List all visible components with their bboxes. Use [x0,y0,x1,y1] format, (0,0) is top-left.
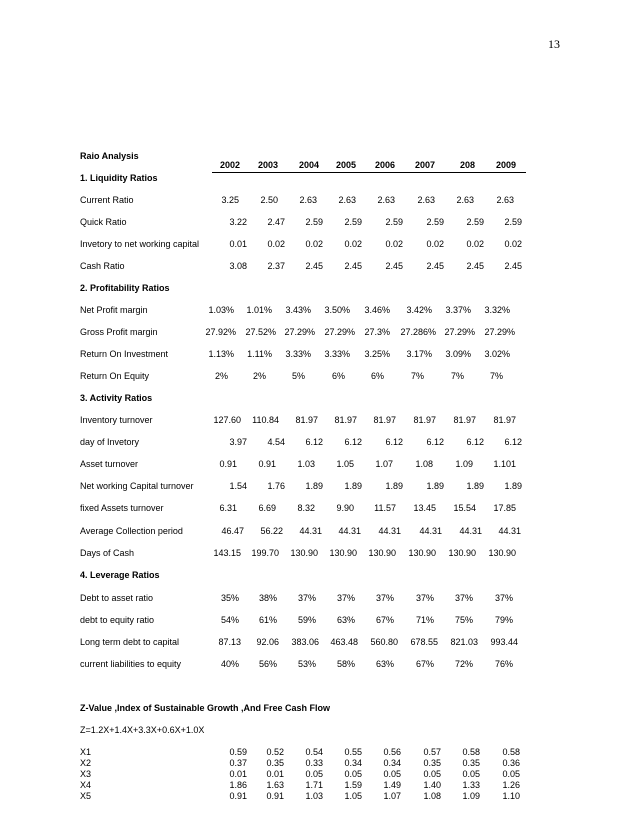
row-label: Asset turnover [80,459,139,469]
cell: 2.59 [466,217,484,227]
cell: 2.45 [504,261,522,271]
cell: 0.05 [462,769,480,779]
cell: 6.12 [426,437,444,447]
cell: 3.37% [445,305,471,315]
cell: 130.90 [368,548,396,558]
cell: 1.59 [344,780,362,790]
cell: 0.91 [219,459,237,469]
cell: 1.33 [462,780,480,790]
cell: 7% [450,371,464,381]
row-label: day of Invetory [80,437,140,447]
cell: 110.84 [252,415,279,425]
cell: 1.86 [229,780,247,790]
cell: 76% [494,659,513,669]
cell: 2.45 [385,261,403,271]
cell: 0.56 [383,747,401,757]
cell: 2.37 [267,261,285,271]
cell: 0.02 [385,239,403,249]
cell: 27.29% [444,327,475,337]
cell: 2.63 [417,195,435,205]
cell: 38% [258,593,277,603]
cell: 0.55 [344,747,362,757]
cell: 560.80 [370,637,398,647]
cell: 3.46% [364,305,390,315]
cell: 3.33% [324,349,350,359]
cell: 44.31 [299,526,322,536]
cell: 2% [252,371,266,381]
cell: 27.52% [245,327,276,337]
cell: 1.54 [229,481,247,491]
cell: 130.90 [329,548,357,558]
section-title-liquidity: 1. Liquidity Ratios [80,173,158,183]
cell: 2.59 [426,217,444,227]
cell: 0.05 [502,769,520,779]
row-label: Average Collection period [80,526,183,536]
cell: 44.31 [498,526,521,536]
cell: 27.29% [284,327,315,337]
cell: 27.286% [400,327,436,337]
cell: 1.10 [502,791,520,801]
cell: 67% [375,615,394,625]
cell: 37% [494,593,513,603]
cell: 0.01 [229,769,247,779]
cell: 0.01 [266,769,284,779]
zvalue-title: Z-Value ,Index of Sustainable Growth ,And Free Cash Flow [80,703,331,713]
cell: 0.58 [462,747,480,757]
cell: 81.97 [493,415,516,425]
cell: 6.69 [258,503,276,513]
page-number: 13 [548,37,560,51]
row-label: Debt to asset ratio [80,593,154,603]
cell: 81.97 [334,415,357,425]
cell: 0.02 [267,239,285,249]
cell: 7% [489,371,503,381]
cell: 87.13 [218,637,241,647]
cell: 35% [220,593,239,603]
cell: 81.97 [373,415,396,425]
cell: 0.05 [305,769,323,779]
cell: 9.90 [336,503,354,513]
cell: 27.3% [364,327,390,337]
cell: 0.35 [266,758,284,768]
row-label: Return On Equity [80,371,150,381]
cell: 130.90 [408,548,436,558]
cell: 1.05 [336,459,354,469]
cell: 0.58 [502,747,520,757]
cell: 0.02 [466,239,484,249]
cell: 75% [454,615,473,625]
row-label: Cash Ratio [80,261,125,271]
year-header: 2009 [495,160,516,170]
year-header: 2004 [298,160,319,170]
cell: 1.03% [208,305,234,315]
cell: 1.03 [297,459,315,469]
cell: 7% [410,371,424,381]
cell: 127.60 [213,415,241,425]
cell: 0.36 [502,758,520,768]
cell: 37% [415,593,434,603]
cell: 0.05 [423,769,441,779]
cell: 2.63 [456,195,474,205]
cell: 0.34 [383,758,401,768]
cell: 0.35 [423,758,441,768]
cell: 0.05 [383,769,401,779]
cell: 67% [415,659,434,669]
cell: 54% [220,615,239,625]
row-label: Gross Profit margin [80,327,158,337]
cell: 11.57 [374,503,396,513]
cell: 0.02 [305,239,323,249]
row-label: Long term debt to capital [80,637,180,647]
cell: 0.37 [229,758,247,768]
year-header: 208 [459,160,475,170]
cell: 678.55 [410,637,438,647]
cell: 44.31 [378,526,401,536]
cell: 27.29% [484,327,515,337]
cell: 2.59 [305,217,323,227]
cell: 6.31 [219,503,237,513]
cell: 1.89 [426,481,444,491]
cell: 1.49 [383,780,401,790]
row-label: Inventory turnover [80,415,153,425]
cell: 92.06 [256,637,279,647]
cell: 2.63 [496,195,514,205]
cell: 81.97 [295,415,318,425]
cell: 1.89 [466,481,484,491]
cell: 2.47 [267,217,285,227]
year-header: 2003 [257,160,278,170]
cell: 4.54 [267,437,285,447]
cell: 993.44 [490,637,518,647]
cell: 15.54 [453,503,476,513]
cell: 6% [331,371,345,381]
cell: 44.31 [419,526,442,536]
cell: 6.12 [305,437,323,447]
cell: 1.09 [455,459,473,469]
cell: 2.63 [338,195,356,205]
cell: 1.13% [208,349,234,359]
cell: 1.05 [344,791,362,801]
row-label: Days of Cash [80,548,135,558]
cell: 0.05 [344,769,362,779]
cell: 3.25% [364,349,390,359]
section-title-leverage: 4. Leverage Ratios [80,570,160,580]
cell: 8.32 [297,503,315,513]
cell: 3.25 [221,195,239,205]
cell: 27.92% [205,327,236,337]
year-header: 2006 [374,160,395,170]
cell: 56% [258,659,277,669]
cell: 3.17% [406,349,432,359]
cell: 2.59 [504,217,522,227]
cell: 130.90 [290,548,318,558]
zvalue-row-label: X1 [80,747,92,757]
cell: 37% [336,593,355,603]
cell: 6.12 [385,437,403,447]
cell: 3.97 [229,437,247,447]
cell: 63% [336,615,355,625]
cell: 383.06 [291,637,319,647]
cell: 1.03 [305,791,323,801]
cell: 63% [375,659,394,669]
cell: 2.59 [344,217,362,227]
cell: 2.50 [260,195,278,205]
cell: 1.07 [383,791,401,801]
cell: 81.97 [453,415,476,425]
cell: 5% [291,371,305,381]
cell: 0.91 [229,791,247,801]
cell: 0.34 [344,758,362,768]
cell: 3.32% [484,305,510,315]
cell: 1.07 [375,459,393,469]
year-header: 2007 [414,160,435,170]
section-title-activity: 3. Activity Ratios [80,393,153,403]
cell: 2.45 [344,261,362,271]
cell: 130.90 [488,548,516,558]
cell: 0.33 [305,758,323,768]
cell: 17.85 [493,503,516,513]
cell: 44.31 [338,526,361,536]
cell: 0.91 [266,791,284,801]
cell: 3.43% [285,305,311,315]
cell: 71% [415,615,434,625]
zvalue-row-label: X4 [80,780,92,790]
cell: 1.11% [247,349,272,359]
cell: 1.26 [502,780,520,790]
cell: 3.08 [229,261,247,271]
cell: 0.52 [266,747,284,757]
row-label: Invetory to net working capital [80,239,200,249]
cell: 6.12 [344,437,362,447]
cell: 2.45 [305,261,323,271]
section-title-profitability: 2. Profitability Ratios [80,283,170,293]
cell: 2.45 [426,261,444,271]
cell: 2% [214,371,228,381]
cell: 2.63 [299,195,317,205]
cell: 1.76 [267,481,285,491]
cell: 6.12 [466,437,484,447]
cell: 79% [494,615,513,625]
cell: 0.54 [305,747,323,757]
cell: 2.63 [377,195,395,205]
cell: 3.42% [406,305,432,315]
cell: 1.08 [423,791,441,801]
cell: 1.89 [344,481,362,491]
year-header: 2002 [219,160,240,170]
cell: 199.70 [251,548,279,558]
cell: 3.50% [324,305,350,315]
cell: 0.01 [229,239,247,249]
cell: 37% [375,593,394,603]
cell: 1.01% [246,305,272,315]
cell: 27.29% [324,327,355,337]
zvalue-row-label: X2 [80,758,92,768]
cell: 40% [220,659,239,669]
row-label: Quick Ratio [80,217,127,227]
cell: 1.89 [385,481,403,491]
cell: 3.22 [229,217,247,227]
cell: 58% [336,659,355,669]
cell: 143.15 [213,548,241,558]
cell: 3.33% [285,349,311,359]
cell: 37% [297,593,316,603]
cell: 0.57 [423,747,441,757]
cell: 130.90 [448,548,476,558]
cell: 1.89 [504,481,522,491]
cell: 1.09 [462,791,480,801]
cell: 72% [454,659,473,669]
cell: 53% [297,659,316,669]
cell: 3.02% [484,349,510,359]
cell: 1.101 [493,459,516,469]
row-label: fixed Assets turnover [80,503,164,513]
row-label: debt to equity ratio [80,615,155,625]
cell: 3.09% [445,349,471,359]
cell: 1.40 [423,780,441,790]
year-header: 2005 [335,160,356,170]
row-label: Net Profit margin [80,305,148,315]
cell: 2.45 [466,261,484,271]
cell: 0.91 [258,459,276,469]
cell: 821.03 [450,637,478,647]
cell: 81.97 [413,415,436,425]
cell: 1.71 [305,780,323,790]
cell: 6% [370,371,384,381]
cell: 1.89 [305,481,323,491]
cell: 59% [297,615,316,625]
zvalue-row-label: X3 [80,769,92,779]
cell: 463.48 [330,637,358,647]
zvalue-formula: Z=1.2X+1.4X+3.3X+0.6X+1.0X [80,725,205,735]
cell: 1.08 [415,459,433,469]
cell: 56.22 [260,526,283,536]
row-label: Return On Investment [80,349,169,359]
row-label: Current Ratio [80,195,134,205]
analysis-title: Raio Analysis [80,151,139,161]
cell: 46.47 [221,526,244,536]
zvalue-row-label: X5 [80,791,92,801]
cell: 1.63 [266,780,284,790]
cell: 0.35 [462,758,480,768]
cell: 44.31 [459,526,482,536]
header-underline [212,172,526,173]
cell: 13.45 [413,503,436,513]
cell: 0.02 [426,239,444,249]
cell: 61% [258,615,277,625]
cell: 2.59 [385,217,403,227]
cell: 0.02 [344,239,362,249]
row-label: Net working Capital turnover [80,481,194,491]
cell: 0.59 [229,747,247,757]
cell: 0.02 [504,239,522,249]
row-label: current liabilities to equity [80,659,182,669]
cell: 6.12 [504,437,522,447]
cell: 37% [454,593,473,603]
